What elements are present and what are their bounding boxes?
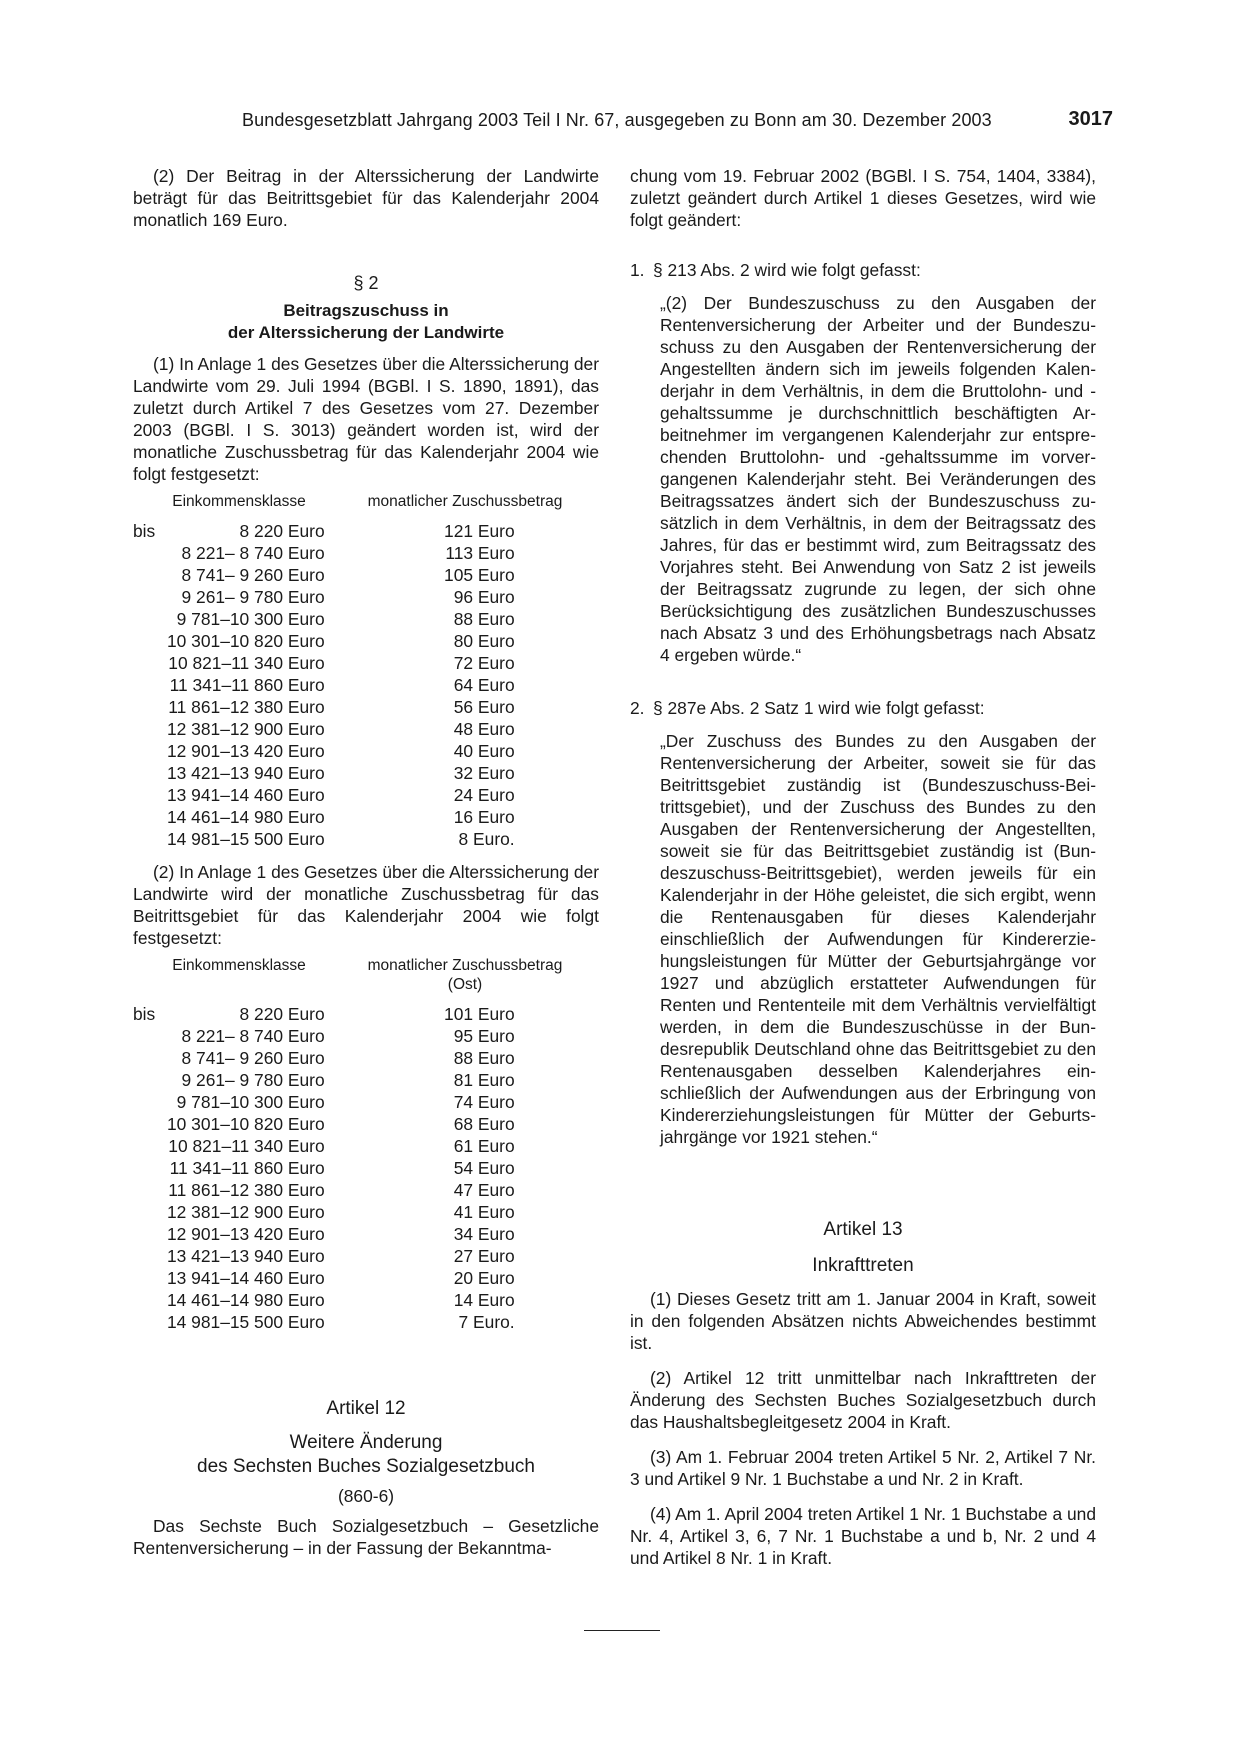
article-12-subtitle-line-1: Weitere Änderung <box>289 1432 443 1453</box>
amount-cell: 105 Euro <box>444 565 515 585</box>
amount-cell: 121 Euro <box>444 521 515 541</box>
table-2-head-amount-label: monatlicher Zuschussbetrag <box>367 957 563 974</box>
income-class-cell: 9 781–10 300 Euro <box>176 609 325 629</box>
table-2-head-amount <box>345 956 585 994</box>
running-head: Bundesgesetzblatt Jahrgang 2003 Teil I Nr. 67, ausgegeben zu Bonn am 30. Dezember 2003 <box>242 110 992 130</box>
article-13-paragraph-2: (2) Artikel 12 tritt unmittelbar nach Inkrafttreten der Änderung des Sechsten Buches Sozialgesetzbuch durch das Haushaltsbegleitgesetz 2004 in Kraft. <box>630 1368 1096 1432</box>
item-1-text: § 213 Abs. 2 wird wie folgt gefasst: <box>653 260 921 280</box>
amount-cell: 96 Euro <box>453 587 515 607</box>
bis-cell: bis <box>133 521 156 541</box>
income-class-cell: 8 221– 8 740 Euro <box>181 1026 325 1046</box>
table-row <box>133 806 515 828</box>
bis-cell <box>133 1289 167 1311</box>
bis-cell <box>133 608 167 630</box>
table-row <box>133 1047 515 1069</box>
table-row <box>133 718 515 740</box>
bis-cell <box>133 564 167 586</box>
income-class-cell: 8 741– 9 260 Euro <box>181 1048 325 1068</box>
income-class-cell: 12 901–13 420 Euro <box>167 1224 325 1244</box>
paragraph-2: (2) In Anlage 1 des Gesetzes über die Alterssicherung der Landwirte wird der monatliche Zuschussbetrag für das Beitrittsgebiet für das Kalenderjahr 2004 wie folgt festgesetzt: <box>133 862 599 948</box>
article-13-paragraph-1: (1) Dieses Gesetz tritt am 1. Januar 2004 in Kraft, soweit in den folgenden Absätzen nichts Abweichendes bestimmt ist. <box>630 1289 1096 1353</box>
table-row <box>133 1179 515 1201</box>
income-class-cell: 8 220 Euro <box>239 1004 325 1024</box>
left-column <box>133 165 599 1559</box>
bis-cell <box>133 1179 167 1201</box>
bis-cell <box>133 542 167 564</box>
income-class-cell: 8 220 Euro <box>239 521 325 541</box>
table-row <box>133 828 515 850</box>
income-class-cell: 10 821–11 340 Euro <box>168 1136 325 1156</box>
bis-cell <box>133 1267 167 1289</box>
table-2-head-amount-sub: (Ost) <box>447 976 483 993</box>
article-12-intro: Das Sechste Buch Sozialgesetzbuch – Gesetzliche Rentenversicherung – in der Fassung der Bekanntma- <box>133 1516 599 1558</box>
table-row <box>133 1267 515 1289</box>
article-12-title: Artikel 12 <box>326 1398 406 1419</box>
bis-cell <box>133 1245 167 1267</box>
table-row <box>133 1245 515 1267</box>
bis-cell <box>133 1201 167 1223</box>
amount-cell: 113 Euro <box>445 543 515 563</box>
amount-cell: 48 Euro <box>453 719 515 739</box>
income-class-cell: 12 901–13 420 Euro <box>167 741 325 761</box>
table-row <box>133 520 515 542</box>
right-column <box>630 165 1096 1569</box>
table-row <box>133 784 515 806</box>
amount-cell: 24 Euro <box>453 785 515 805</box>
amount-cell: 14 Euro <box>453 1290 515 1310</box>
amount-cell: 72 Euro <box>453 653 515 673</box>
item-2-text: § 287e Abs. 2 Satz 1 wird wie folgt gefasst: <box>653 698 985 718</box>
bis-cell <box>133 1135 167 1157</box>
item-1-quote-text: „(2) Der Bundeszuschuss zu den Ausgaben der Rentenversicherung der Arbeiter und der Bundeszuschuss zu den Ausgaben der Rentenversicherung der Angestellten ändern sich im jeweils folgenden Kalenderjahr in dem Verhältnis, in dem die Bruttolohn- und -gehaltssumme je durchschnittlich beschäftigten Arbeitnehmer im vergangenen Kalenderjahr zur entsprechenden Bruttolohn- und -gehaltssumme im vorvergangenen Kalenderjahr steht. Bei Veränderungen des Beitragssatzes ändert sich der Bundeszuschuss zusätzlich in dem Verhältnis, in dem der Beitragssatz des Jahres, für das er bestimmt wird, zum Beitragssatz des Vorjahres steht. Bei Anwendung von Satz 2 ist jeweils der Beitragssatz zugrunde zu legen, der sich ohne Berücksichtigung des zusätzlichen Bundeszuschusses nach Absatz 3 und des Erhöhungsbetrags nach Absatz 4 ergeben würde.“ <box>660 293 1096 665</box>
income-class-cell: 8 741– 9 260 Euro <box>181 565 325 585</box>
article-12-subtitle-line-2: des Sechsten Buches Sozialgesetzbuch <box>197 1456 535 1477</box>
bis-cell <box>133 652 167 674</box>
income-class-cell: 10 301–10 820 Euro <box>167 1114 325 1134</box>
amount-cell: 20 Euro <box>453 1268 515 1288</box>
table-row <box>133 1025 515 1047</box>
amount-cell: 101 Euro <box>444 1004 515 1024</box>
rates-table-1 <box>133 520 515 850</box>
amendment-item-2 <box>630 697 1096 1148</box>
table-row <box>133 542 515 564</box>
income-class-cell: 11 341–11 860 Euro <box>169 1158 325 1178</box>
paragraph-1: (1) In Anlage 1 des Gesetzes über die Alterssicherung der Landwirte vom 29. Juli 1994 (BGBl. I S. 1890, 1891), das zuletzt durch Artikel 7 des Gesetzes vom 27. Dezember 2003 (BGBl. I S. 3013) geändert worden ist, wird der monatliche Zuschussbetrag für das Kalenderjahr 2004 wie folgt festgesetzt: <box>133 354 599 484</box>
income-class-cell: 14 981–15 500 Euro <box>167 829 325 849</box>
amount-cell: 81 Euro <box>453 1070 515 1090</box>
amount-cell: 74 Euro <box>453 1092 515 1112</box>
bis-cell <box>133 696 167 718</box>
table-row <box>133 1157 515 1179</box>
table-row <box>133 1003 515 1025</box>
amount-cell: 32 Euro <box>453 763 515 783</box>
table-1-header <box>133 492 599 511</box>
income-class-cell: 9 261– 9 780 Euro <box>181 1070 325 1090</box>
amount-cell: 34 Euro <box>453 1224 515 1244</box>
bis-cell <box>133 806 167 828</box>
article-13-paragraph-4: (4) Am 1. April 2004 treten Artikel 1 Nr. 1 Buchstabe a und Nr. 4, Artikel 3, 6, 7 Nr. 1 Buchstabe a und b, Nr. 2 und 4 und Artikel 8 Nr. 1 in Kraft. <box>630 1504 1096 1568</box>
table-row <box>133 1311 515 1333</box>
amount-cell: 40 Euro <box>453 741 515 761</box>
amount-cell: 88 Euro <box>453 1048 515 1068</box>
continued-paragraph: chung vom 19. Februar 2002 (BGBl. I S. 754, 1404, 3384), zuletzt geändert durch Artikel 1 dieses Gesetzes, wird wie folgt geändert: <box>630 166 1096 230</box>
bis-cell <box>133 1047 167 1069</box>
article-13-subtitle: Inkrafttreten <box>812 1255 914 1276</box>
bis-cell <box>133 762 167 784</box>
amount-cell: 95 Euro <box>453 1026 515 1046</box>
section-title-line-2: der Alterssicherung der Landwirte <box>227 323 505 342</box>
bis-cell <box>133 1025 167 1047</box>
amount-cell: 88 Euro <box>453 609 515 629</box>
amount-cell: 7 Euro. <box>458 1312 515 1332</box>
article-12-code: (860-6) <box>337 1486 395 1506</box>
item-2-number: 2. <box>630 698 645 718</box>
income-class-cell: 14 461–14 980 Euro <box>167 1290 325 1310</box>
item-1-number: 1. <box>630 260 645 280</box>
amount-cell: 64 Euro <box>453 675 515 695</box>
bis-cell <box>133 1113 167 1135</box>
income-class-cell: 13 421–13 940 Euro <box>167 1246 325 1266</box>
amount-cell: 68 Euro <box>453 1114 515 1134</box>
amendment-item-1 <box>630 259 1096 666</box>
table-row <box>133 1289 515 1311</box>
income-class-cell: 9 261– 9 780 Euro <box>181 587 325 607</box>
income-class-cell: 14 981–15 500 Euro <box>167 1312 325 1332</box>
table-row <box>133 1091 515 1113</box>
table-row <box>133 630 515 652</box>
table-row <box>133 1135 515 1157</box>
income-class-cell: 13 421–13 940 Euro <box>167 763 325 783</box>
item-1-quote <box>630 292 1096 666</box>
income-class-cell: 10 301–10 820 Euro <box>167 631 325 651</box>
bis-cell <box>133 586 167 608</box>
table-row <box>133 1201 515 1223</box>
paragraph-beitrag: (2) Der Beitrag in der Alterssicherung der Landwirte beträgt für das Beitrittsgebiet für das Kalenderjahr 2004 monatlich 169 Euro. <box>133 166 599 230</box>
bis-cell <box>133 674 167 696</box>
bis-cell <box>133 740 167 762</box>
footer-rule <box>584 1630 660 1631</box>
bis-cell <box>133 828 167 850</box>
table-row <box>133 1223 515 1245</box>
amount-cell: 27 Euro <box>453 1246 515 1266</box>
bis-cell <box>133 1069 167 1091</box>
bis-cell <box>133 1091 167 1113</box>
table-row <box>133 696 515 718</box>
amount-cell: 54 Euro <box>453 1158 515 1178</box>
bis-cell <box>133 1311 167 1333</box>
income-class-cell: 10 821–11 340 Euro <box>168 653 325 673</box>
table-2-head-class: Einkommensklasse <box>172 957 306 974</box>
amount-cell: 47 Euro <box>453 1180 515 1200</box>
bis-cell <box>133 1157 167 1179</box>
amount-cell: 80 Euro <box>453 631 515 651</box>
bis-cell <box>133 784 167 806</box>
item-2-quote-text: „Der Zuschuss des Bundes zu den Ausgaben der Rentenversicherung der Arbeiter, soweit sie für das Beitrittsgebiet zuständig ist (Bundeszuschuss-Beitrittsgebiet), und der Zuschuss des Bundes zu den Ausgaben der Rentenversicherung der Angestellten, soweit sie für das Beitrittsgebiet zuständig ist (Bundeszuschuss-Beitrittsgebiet), werden jeweils für ein Kalenderjahr in der Höhe geleistet, die sich ergibt, wenn die Rentenausgaben für dieses Kalenderjahr einschließlich der Aufwendungen für Kindererziehungsleistungen für Mütter der Geburtsjahrgänge vor 1927 und abzüglich erstatteter Aufwendungen für Renten und Rententeile mit dem Verhältnis vervielfältigt werden, in dem die Bundeszuschüsse in der Bundesrepublik Deutschland ohne das Beitrittsgebiet zu den Rentenausgaben desselben Kalenderjahres einschließlich der Aufwendungen aus der Erbringung von Kindererziehungsleistungen für Mütter der Geburtsjahrgänge vor 1921 stehen.“ <box>660 731 1096 1147</box>
item-2-quote <box>630 730 1096 1148</box>
income-class-cell: 12 381–12 900 Euro <box>167 1202 325 1222</box>
table-2-header <box>133 956 599 994</box>
table-row <box>133 586 515 608</box>
bis-cell <box>133 630 167 652</box>
amount-cell: 41 Euro <box>453 1202 515 1222</box>
table-row <box>133 1113 515 1135</box>
income-class-cell: 8 221– 8 740 Euro <box>181 543 325 563</box>
table-row <box>133 652 515 674</box>
income-class-cell: 11 861–12 380 Euro <box>168 697 325 717</box>
amount-cell: 16 Euro <box>453 807 515 827</box>
bis-cell <box>133 1223 167 1245</box>
table-row <box>133 740 515 762</box>
income-class-cell: 9 781–10 300 Euro <box>176 1092 325 1112</box>
income-class-cell: 11 341–11 860 Euro <box>169 675 325 695</box>
table-1-head-class: Einkommensklasse <box>172 493 306 510</box>
table-row <box>133 608 515 630</box>
bis-cell <box>133 718 167 740</box>
rates-table-2 <box>133 1003 515 1333</box>
income-class-cell: 14 461–14 980 Euro <box>167 807 325 827</box>
income-class-cell: 13 941–14 460 Euro <box>167 785 325 805</box>
table-row <box>133 674 515 696</box>
table-1-head-amount: monatlicher Zuschussbetrag <box>367 493 563 510</box>
section-title-line-1: Beitragszuschuss in <box>283 301 449 320</box>
income-class-cell: 11 861–12 380 Euro <box>168 1180 325 1200</box>
article-13-paragraph-3: (3) Am 1. Februar 2004 treten Artikel 5 Nr. 2, Artikel 7 Nr. 3 und Artikel 9 Nr. 1 Buchstabe a und Nr. 2 in Kraft. <box>630 1447 1096 1489</box>
page-number: 3017 <box>1068 108 1113 130</box>
income-class-cell: 13 941–14 460 Euro <box>167 1268 325 1288</box>
bis-cell: bis <box>133 1004 156 1024</box>
amount-cell: 56 Euro <box>453 697 515 717</box>
amount-cell: 8 Euro. <box>458 829 515 849</box>
article-13-title: Artikel 13 <box>823 1219 903 1240</box>
table-row <box>133 564 515 586</box>
income-class-cell: 12 381–12 900 Euro <box>167 719 325 739</box>
section-sign: § 2 <box>353 273 379 293</box>
amount-cell: 61 Euro <box>453 1136 515 1156</box>
table-row <box>133 1069 515 1091</box>
table-row <box>133 762 515 784</box>
